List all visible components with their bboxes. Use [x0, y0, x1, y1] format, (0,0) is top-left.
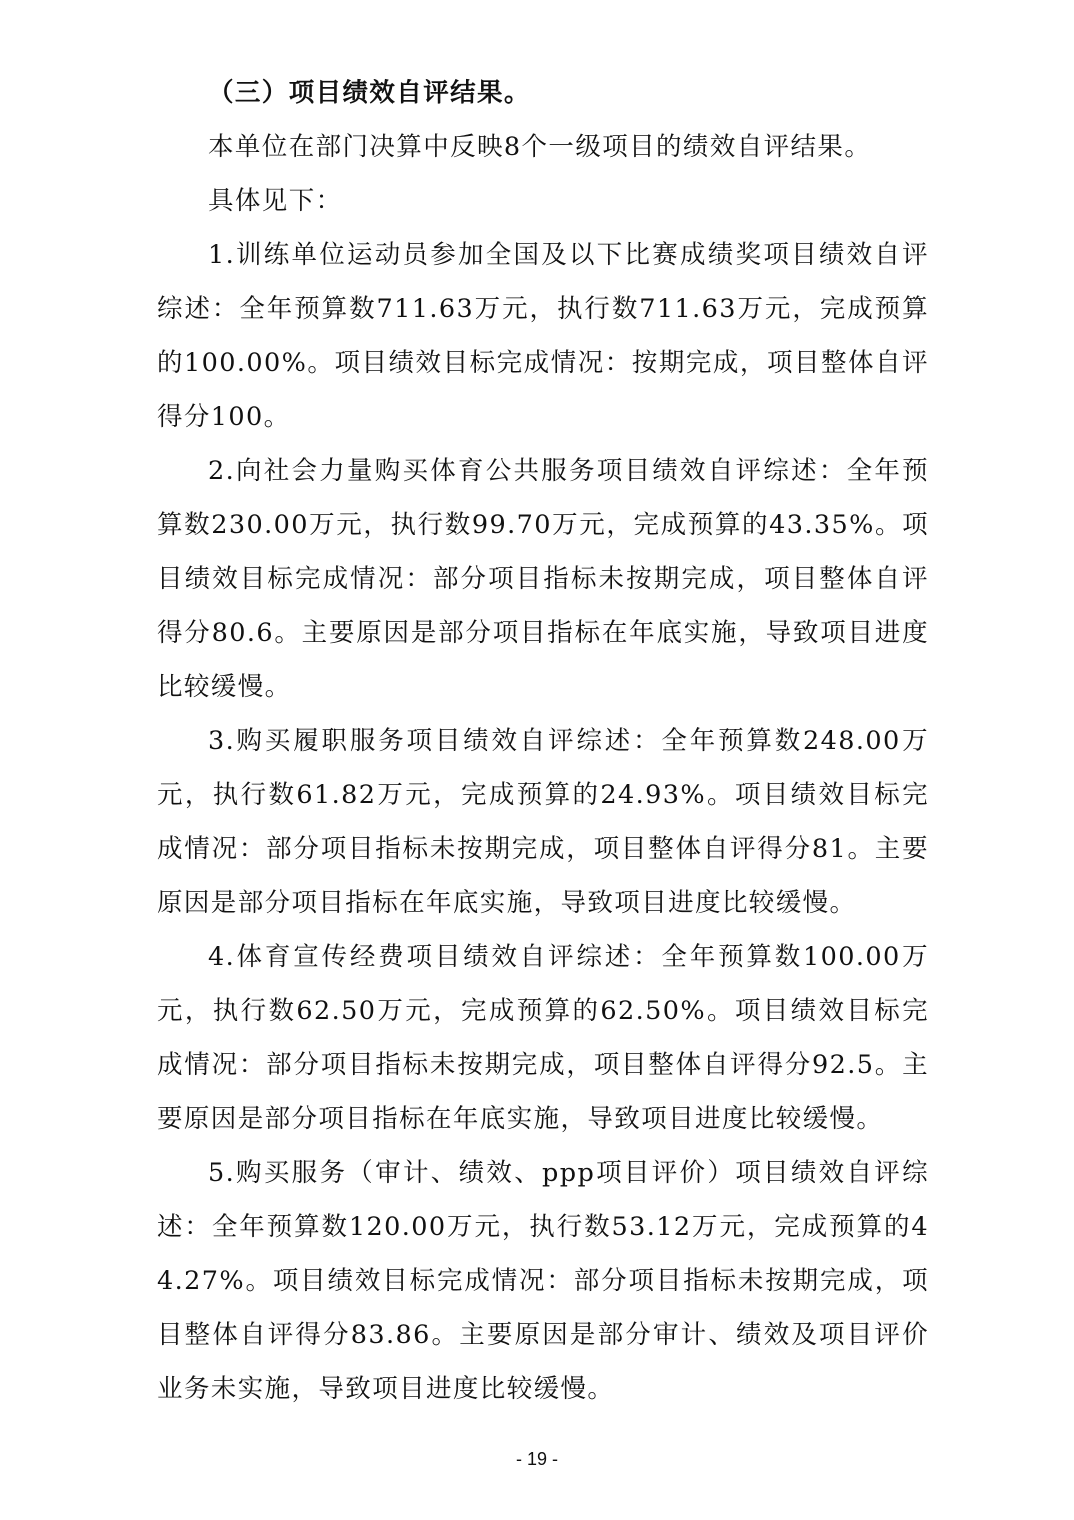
document-body: [157, 66, 929, 1416]
intro-paragraph: 本单位在部门决算中反映8个一级项目的绩效自评结果。: [208, 132, 872, 162]
project-item-5: 5.购买服务（审计、绩效、ppp项目评价）项目绩效自评综述：全年预算数120.00万元，执行数53.12万元，完成预算的44.27%。项目绩效目标完成情况：部分项目指标未按期完成，项目整体自评得分83.86。主要原因是部分审计、绩效及项目评价业务未实施，导致项目进度比较缓慢。: [157, 1158, 929, 1404]
page-number: - 19 -: [515, 1449, 558, 1469]
project-item-2: 2.向社会力量购买体育公共服务项目绩效自评综述：全年预算数230.00万元，执行数99.70万元，完成预算的43.35%。项目绩效目标完成情况：部分项目指标未按期完成，项目整体自评得分80.6。主要原因是部分项目指标在年底实施，导致项目进度比较缓慢。: [157, 456, 929, 702]
project-item-1: 1.训练单位运动员参加全国及以下比赛成绩奖项目绩效自评综述：全年预算数711.63万元，执行数711.63万元，完成预算的100.00%。项目绩效目标完成情况：按期完成，项目整体自评得分100。: [157, 240, 929, 432]
project-item-3: 3.购买履职服务项目绩效自评综述：全年预算数248.00万元，执行数61.82万元，完成预算的24.93%。项目绩效目标完成情况：部分项目指标未按期完成，项目整体自评得分81。主要原因是部分项目指标在年底实施，导致项目进度比较缓慢。: [157, 726, 929, 918]
detail-lead: 具体见下：: [208, 186, 343, 216]
section-heading: （三）项目绩效自评结果。: [208, 78, 531, 108]
project-item-4: 4.体育宣传经费项目绩效自评综述：全年预算数100.00万元，执行数62.50万元，完成预算的62.50%。项目绩效目标完成情况：部分项目指标未按期完成，项目整体自评得分92.5。主要原因是部分项目指标在年底实施，导致项目进度比较缓慢。: [157, 942, 929, 1134]
